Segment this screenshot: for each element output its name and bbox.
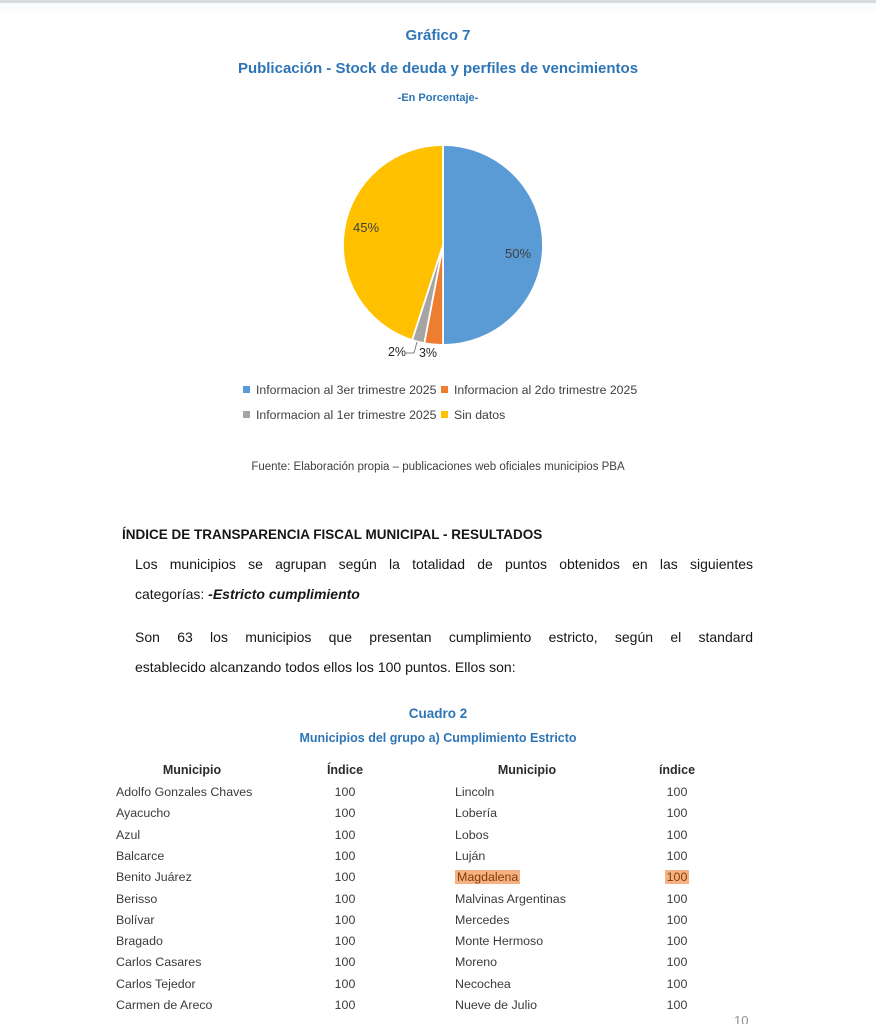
legend-marker-icon xyxy=(441,411,448,418)
paragraph-1-line-2 xyxy=(135,586,753,602)
table-cell xyxy=(455,870,637,884)
pie-slices xyxy=(343,145,543,345)
legend-marker-icon xyxy=(441,386,448,393)
paragraph-1-line-2-normal: categorías: xyxy=(135,586,209,602)
table-cell: Carlos Casares xyxy=(116,955,202,970)
table-cell: Berisso xyxy=(116,891,158,906)
pie-chart xyxy=(273,115,613,375)
chart-title: Gráfico 7 xyxy=(405,27,471,44)
table-header-indice-2: índice xyxy=(658,763,696,777)
table-cell: 100 xyxy=(666,912,688,927)
pie-slice-label-0: 50% xyxy=(504,246,532,261)
table-cell: 100 xyxy=(334,891,356,906)
table-cell: 100 xyxy=(666,785,688,799)
table-cell: Necochea xyxy=(455,976,511,991)
highlighted-cell-text: Magdalena xyxy=(457,870,519,885)
table-cell: Lincoln xyxy=(455,785,495,799)
table-cell xyxy=(637,870,717,884)
table-cell: Monte Hermoso xyxy=(455,934,544,949)
legend-label: Informacion al 3er trimestre 2025 xyxy=(256,382,437,397)
legend-row xyxy=(243,377,663,402)
table-cell: 100 xyxy=(666,955,688,970)
table-title: Cuadro 2 xyxy=(408,706,468,721)
legend-label: Informacion al 2do trimestre 2025 xyxy=(454,382,638,397)
table-cell: Moreno xyxy=(455,955,498,970)
table-cell: 100 xyxy=(334,976,356,991)
chart-unit-note: -En Porcentaje- xyxy=(397,92,479,104)
legend-item-2 xyxy=(243,408,441,422)
table-header-municipio-1: Municipio xyxy=(162,763,222,777)
table-cell: 100 xyxy=(334,955,356,970)
table-header-indice-1: Índice xyxy=(326,763,364,777)
table-header-municipio-2: Municipio xyxy=(497,763,557,777)
highlighted-cell-text: 100 xyxy=(666,870,688,885)
table-cell: Lobería xyxy=(455,806,498,821)
pie-slice-label-2: 2% xyxy=(387,345,407,359)
paragraph-1-line-1: Los municipios se agrupan según la totalidad de puntos obtenidos en las siguientes xyxy=(135,556,753,572)
paragraph-2-line-2: establecido alcanzando todos ellos los 100 puntos. Ellos son: xyxy=(135,659,516,675)
table-subtitle: Municipios del grupo a) Cumplimiento Estricto xyxy=(299,731,577,745)
table-cell: 100 xyxy=(334,912,356,927)
pie-slice-label-1: 3% xyxy=(418,346,438,360)
table-cell: 100 xyxy=(334,785,356,799)
table-cell: 100 xyxy=(666,827,688,842)
chart-legend xyxy=(243,377,663,427)
table-cell: Ayacucho xyxy=(116,806,171,821)
table-cell: 100 xyxy=(334,870,356,885)
paragraph-2-line-1: Son 63 los municipios que presentan cumplimiento estricto, según el standard xyxy=(135,629,753,645)
legend-item-1 xyxy=(441,383,637,397)
pie-slice-label-3: 45% xyxy=(352,220,380,235)
legend-label: Informacion al 1er trimestre 2025 xyxy=(256,407,437,422)
paragraph-1-line-2-emphasis: -Estricto cumplimiento xyxy=(208,586,360,602)
table-cell: Bolívar xyxy=(116,912,155,927)
table-cell: 100 xyxy=(666,998,688,1012)
legend-row xyxy=(243,402,663,427)
table-cell: 100 xyxy=(334,827,356,842)
table-cell: Malvinas Argentinas xyxy=(455,891,566,906)
table-cell: 100 xyxy=(666,848,688,863)
table-cell: Benito Juárez xyxy=(116,870,192,885)
table-cell: Balcarce xyxy=(116,848,165,863)
table-cell: 100 xyxy=(334,934,356,949)
table-cell: 100 xyxy=(334,806,356,821)
legend-item-3 xyxy=(441,408,505,422)
chart-subtitle: Publicación - Stock de deuda y perfiles de vencimientos xyxy=(237,60,639,77)
table-cell: 100 xyxy=(666,806,688,821)
table-cell: Nueve de Julio xyxy=(455,998,537,1012)
table-cell: Carlos Tejedor xyxy=(116,976,196,991)
table-cell: 100 xyxy=(334,848,356,863)
table-cell: 100 xyxy=(666,891,688,906)
table-cell: Mercedes xyxy=(455,912,510,927)
legend-marker-icon xyxy=(243,411,250,418)
page-top-border xyxy=(0,0,876,12)
table-cell: 100 xyxy=(334,998,356,1012)
source-note: Fuente: Elaboración propia – publicaciones web oficiales municipios PBA xyxy=(251,461,625,473)
table-cell: 100 xyxy=(666,976,688,991)
legend-label: Sin datos xyxy=(454,407,506,422)
table-cell: Luján xyxy=(455,848,486,863)
section-heading: ÍNDICE DE TRANSPARENCIA FISCAL MUNICIPAL - RESULTADOS xyxy=(122,527,543,542)
pie-label-leader-2 xyxy=(406,342,417,353)
table-cell: Bragado xyxy=(116,934,163,949)
legend-item-0 xyxy=(243,383,441,397)
pie-slice-0 xyxy=(443,145,543,345)
table-cell: Carmen de Areco xyxy=(116,998,213,1012)
legend-marker-icon xyxy=(243,386,250,393)
page-number: 10 xyxy=(734,1013,749,1024)
table-cell: Adolfo Gonzales Chaves xyxy=(116,785,253,799)
table-cell: Azul xyxy=(116,827,141,842)
table-cell: 100 xyxy=(666,934,688,949)
table-cell: Lobos xyxy=(455,827,489,842)
